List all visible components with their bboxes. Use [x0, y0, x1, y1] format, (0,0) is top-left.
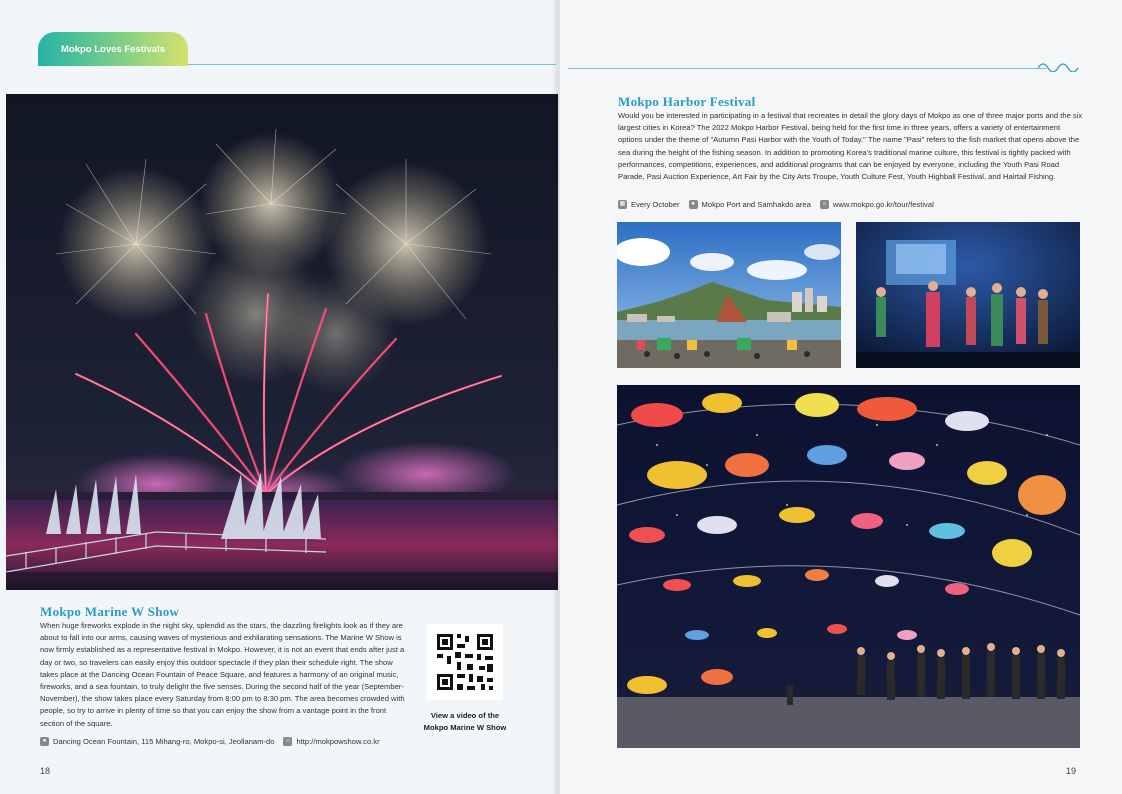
location-pin-icon: ●: [689, 200, 698, 209]
location-pin-icon: ●: [40, 737, 49, 746]
web-icon: ⌂: [283, 737, 292, 746]
w-show-description: When huge fireworks explode in the night sky, splendid as the stars, the dazzling firelights look as if they are about to fall into our arms, causing waves of mysterious and exhilarating sensations. The Marine W Show is now firmly established as a representative festival in Mokpo. However, it is not an event that ends after just a day or two, so travelers can easily enjoy this outdoor spectacle if they plan their schedule right. The show takes place at the Dancing Ocean Fountain of Peace Square, and features a harmony of an original music, fireworks, and a sea fountain, to truly delight the five senses. During the second half of the year (September-November), the show takes place every Saturday from 8:00 pm to 8:30 pm. The area becomes crowded with people, so try to arrive in plenty of time so that you can enjoy the show from a vantage point in the front section of the square.: [40, 621, 405, 728]
section-badge: Mokpo Loves Festivals: [38, 32, 188, 66]
harbor-festival-title: Mokpo Harbor Festival: [618, 94, 756, 109]
wave-icon: [1038, 58, 1082, 72]
performance-photo: [856, 222, 1080, 368]
w-show-url[interactable]: http://mokpowshow.co.kr: [296, 737, 380, 746]
fireworks-photo: [6, 94, 558, 590]
w-show-location: Dancing Ocean Fountain, 115 Mihang-ro, Mokpo-si, Jeollanam-do: [53, 737, 275, 746]
qr-caption: View a video of the Mokpo Marine W Show: [423, 711, 507, 732]
calendar-icon: ▦: [619, 201, 626, 207]
harbor-location: Mokpo Port and Samhakdo area: [701, 200, 811, 209]
harbor-schedule: Every October: [631, 200, 680, 209]
harbor-festival-info: [618, 200, 934, 209]
left-page: [0, 0, 560, 794]
w-show-title: Mokpo Marine W Show: [40, 604, 180, 619]
page-number-right: 19: [1066, 766, 1077, 776]
fish-lanterns-photo: [617, 385, 1080, 748]
harbor-festival-description: Would you be interested in participating in a festival that recreates in detail the glory days of Mokpo as one of three major ports and the six largest cities in Korea? The 2022 Mokpo Harbor Festival, being held for the first time in three years, offers a variety of entertainment options under the theme of "Autumn Pasi Harbor with the Youth of Today." The name "Pasi" refers to the fish market that opens above the sea during the height of the fishing season. In addition to promoting Korea's traditional marine culture, this festival is tightly packed with performances, competitions, experiences, and additional programs that can be enjoyed by everyone, including the Youth Pasi Road Parade, Pasi Auction Experience, Art Fair by the City Arts Troupe, Youth Culture Fest, Youth Highball Festival, and Hairtail Fishing.: [618, 111, 1083, 182]
harbor-url[interactable]: www.mokpo.go.kr/tour/festival: [832, 200, 934, 209]
header-rule: [188, 64, 556, 65]
w-show-info: [40, 737, 380, 746]
harbor-photo: [617, 222, 841, 368]
header-rule: [568, 68, 1046, 69]
web-icon: ⌂: [820, 200, 829, 209]
page-number-left: 18: [40, 766, 51, 776]
right-page: [560, 0, 1122, 794]
qr-code-icon[interactable]: [427, 624, 503, 700]
